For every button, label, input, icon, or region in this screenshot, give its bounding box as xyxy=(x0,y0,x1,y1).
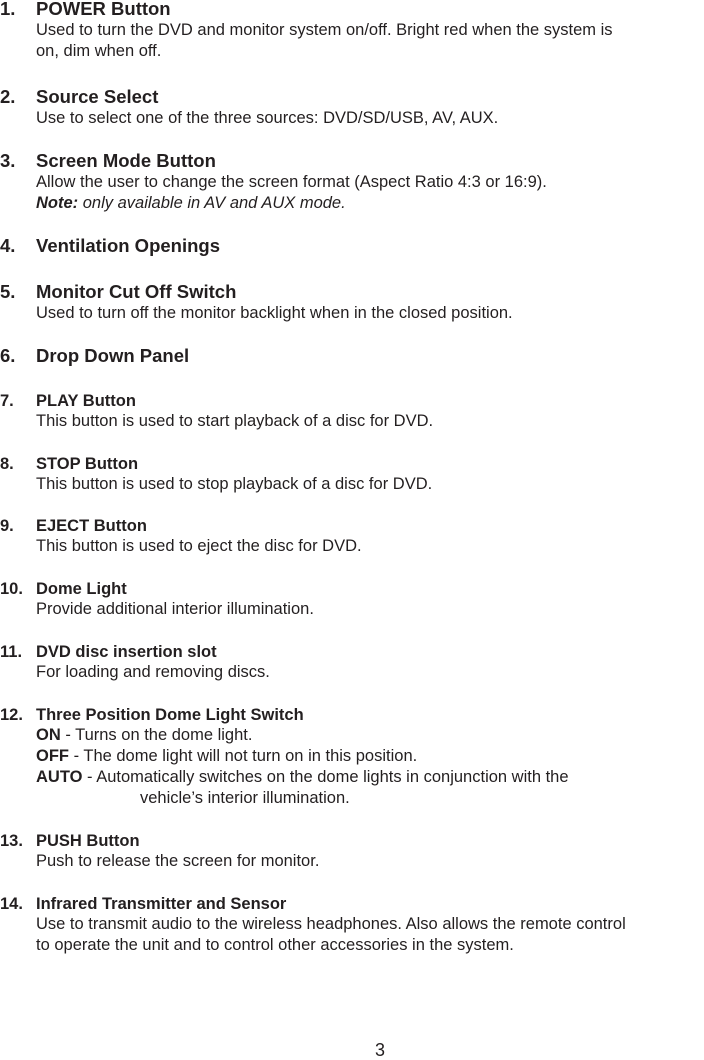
item-description xyxy=(36,662,704,683)
option-label: OFF xyxy=(36,747,69,765)
item-2 xyxy=(0,86,704,129)
item-9 xyxy=(0,516,704,557)
item-number: 13. xyxy=(0,832,23,850)
item-number: 8. xyxy=(0,455,14,473)
item-options xyxy=(36,725,704,809)
description-line: Provide additional interior illumination. xyxy=(36,600,314,618)
item-3 xyxy=(0,150,704,214)
note-text: only available in AV and AUX mode. xyxy=(78,194,346,212)
item-13 xyxy=(0,831,704,872)
option-text: - Automatically switches on the dome lights in conjunction with the xyxy=(82,768,569,786)
item-description xyxy=(36,851,704,872)
item-title: PLAY Button xyxy=(36,392,136,410)
item-number: 6. xyxy=(0,345,16,366)
item-description xyxy=(36,303,704,324)
item-title: Dome Light xyxy=(36,580,127,598)
option-on xyxy=(36,725,704,746)
item-title: Screen Mode Button xyxy=(36,150,216,171)
item-title: Three Position Dome Light Switch xyxy=(36,706,304,724)
option-label: ON xyxy=(36,726,61,744)
item-4 xyxy=(0,235,704,257)
option-off xyxy=(36,746,704,767)
option-label: AUTO xyxy=(36,768,83,786)
note-label: Note: xyxy=(36,194,79,212)
item-title: POWER Button xyxy=(36,0,171,19)
description-line: Push to release the screen for monitor. xyxy=(36,852,320,870)
page-number: 3 xyxy=(374,1040,385,1060)
item-number: 11. xyxy=(0,643,23,661)
item-description xyxy=(36,536,704,557)
item-8 xyxy=(0,454,704,495)
note xyxy=(36,193,704,214)
item-title: Infrared Transmitter and Sensor xyxy=(36,895,287,913)
description-line: Use to transmit audio to the wireless headphones. Also allows the remote control xyxy=(36,915,626,933)
description-line: to operate the unit and to control other accessories in the system. xyxy=(36,936,514,954)
item-number: 5. xyxy=(0,281,16,302)
description-line: on, dim when off. xyxy=(36,42,162,60)
item-title: STOP Button xyxy=(36,455,139,473)
item-title: EJECT Button xyxy=(36,517,147,535)
option-continuation: vehicle’s interior illumination. xyxy=(140,789,350,807)
item-6 xyxy=(0,345,704,367)
item-11 xyxy=(0,642,704,683)
item-number: 1. xyxy=(0,0,16,19)
item-description xyxy=(36,108,704,129)
item-description xyxy=(36,172,704,214)
option-text: - The dome light will not turn on in this position. xyxy=(69,747,418,765)
item-number: 12. xyxy=(0,706,23,724)
item-number: 2. xyxy=(0,86,16,107)
description-line: Use to select one of the three sources: DVD/SD/USB, AV, AUX. xyxy=(36,109,499,127)
description-line: This button is used to eject the disc for DVD. xyxy=(36,537,362,555)
item-10 xyxy=(0,579,704,620)
item-title: DVD disc insertion slot xyxy=(36,643,217,661)
item-7 xyxy=(0,391,704,432)
item-number: 9. xyxy=(0,517,14,535)
description-line: For loading and removing discs. xyxy=(36,663,270,681)
item-12 xyxy=(0,705,704,809)
item-number: 4. xyxy=(0,235,16,256)
item-number: 3. xyxy=(0,150,16,171)
item-title: Drop Down Panel xyxy=(36,345,190,366)
item-description xyxy=(36,411,704,432)
item-number: 7. xyxy=(0,392,14,410)
item-number: 14. xyxy=(0,895,23,913)
description-line: Allow the user to change the screen format (Aspect Ratio 4:3 or 16:9). xyxy=(36,173,547,191)
description-line: This button is used to start playback of a disc for DVD. xyxy=(36,412,434,430)
item-14 xyxy=(0,894,704,956)
item-description xyxy=(36,20,704,62)
item-title: Monitor Cut Off Switch xyxy=(36,281,237,302)
item-title: Source Select xyxy=(36,86,159,107)
item-description xyxy=(36,914,704,956)
description-line: This button is used to stop playback of a disc for DVD. xyxy=(36,475,433,493)
item-description xyxy=(36,599,704,620)
option-text: - Turns on the dome light. xyxy=(60,726,253,744)
item-1 xyxy=(0,0,704,62)
description-line: Used to turn the DVD and monitor system on/off. Bright red when the system is xyxy=(36,21,613,39)
option-auto xyxy=(36,767,704,788)
item-title: Ventilation Openings xyxy=(36,235,220,256)
item-description xyxy=(36,474,704,495)
description-line: Used to turn off the monitor backlight when in the closed position. xyxy=(36,304,513,322)
item-title: PUSH Button xyxy=(36,832,140,850)
item-5 xyxy=(0,281,704,324)
item-number: 10. xyxy=(0,580,23,598)
